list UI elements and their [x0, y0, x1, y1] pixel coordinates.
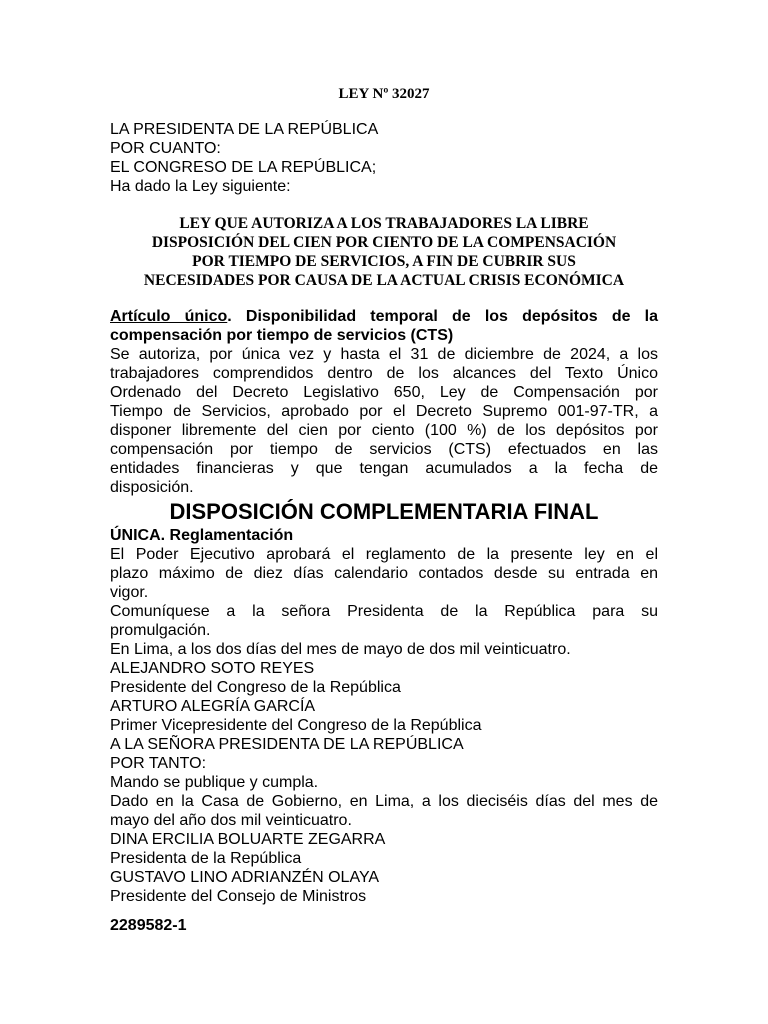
publication-order: Mando se publique y cumpla.: [110, 774, 319, 791]
law-title-line: DISPOSICIÓN DEL CIEN POR CIENTO DE LA COMPENSACIÓN: [151, 234, 617, 251]
law-title-line: POR TIEMPO DE SERVICIOS, A FIN DE CUBRIR SUS: [192, 253, 576, 270]
signatory-title: Primer Vicepresidente del Congreso de la República: [110, 717, 482, 734]
addressee: A LA SEÑORA PRESIDENTA DE LA REPÚBLICA: [110, 736, 464, 753]
complementary-heading: DISPOSICIÓN COMPLEMENTARIA FINAL: [169, 499, 599, 524]
article-text-line: Se autoriza, por única vez y hasta el 31 de diciembre de 2024, a los: [110, 346, 658, 363]
law-title: [110, 214, 658, 290]
document-code: 2289582-1: [110, 917, 187, 934]
signatory-title: Presidente del Congreso de la República: [110, 679, 401, 696]
complementary-text-line: plazo máximo de diez días calendario contados desde su entrada en: [110, 565, 658, 582]
preamble-line: EL CONGRESO DE LA REPÚBLICA;: [110, 159, 377, 176]
article-heading-line2: compensación por tiempo de servicios (CTS): [110, 327, 454, 344]
por-tanto: POR TANTO:: [110, 755, 207, 772]
article-text-line: Ordenado del Decreto Legislativo 650, Ley de Compensación por: [110, 384, 658, 401]
article-text-line: disposición.: [110, 479, 194, 496]
law-number: LEY Nº 32027: [338, 86, 430, 102]
article-text: [110, 345, 658, 497]
signatory-title: Presidente del Consejo de Ministros: [110, 888, 367, 905]
government-date: Dado en la Casa de Gobierno, en Lima, a los dieciséis días del mes de: [110, 793, 658, 810]
signatory-name: ARTURO ALEGRÍA GARCÍA: [110, 698, 316, 715]
article-text-line: compensación por tiempo de servicios (CTS) efectuados en las: [110, 441, 658, 458]
complementary-text-line: vigor.: [110, 584, 149, 601]
signatory-title: Presidenta de la República: [110, 850, 302, 867]
article-text-line: disponer libremente del cien por ciento (100 %) de los depósitos por: [110, 422, 658, 439]
complementary-text-line: El Poder Ejecutivo aprobará el reglamento de la presente ley en el: [110, 546, 658, 563]
preamble: [110, 120, 660, 196]
article-heading: [110, 307, 658, 326]
congress-date: En Lima, a los dos días del mes de mayo de dos mil veinticuatro.: [110, 641, 571, 658]
promulgation-text: Comuníquese a la señora Presidenta de la República para su: [110, 603, 658, 620]
law-title-line: LEY QUE AUTORIZA A LOS TRABAJADORES LA LIBRE: [179, 215, 589, 232]
signatory-name: ALEJANDRO SOTO REYES: [110, 660, 315, 677]
preamble-line: Ha dado la Ley siguiente:: [110, 178, 291, 195]
article-text-line: trabajadores comprendidos dentro de los alcances del Texto Único: [110, 365, 658, 382]
signatory-name: GUSTAVO LINO ADRIANZÉN OLAYA: [110, 869, 380, 886]
promulgation-text: promulgación.: [110, 622, 211, 639]
law-body: [110, 307, 658, 906]
signatory-name: DINA ERCILIA BOLUARTE ZEGARRA: [110, 831, 386, 848]
law-title-line: NECESIDADES POR CAUSA DE LA ACTUAL CRISIS ECONÓMICA: [143, 272, 625, 289]
preamble-line: POR CUANTO:: [110, 140, 221, 157]
article-label: Artículo único: [110, 308, 228, 325]
preamble-line: LA PRESIDENTA DE LA REPÚBLICA: [110, 121, 379, 138]
complementary-subheading: ÚNICA. Reglamentación: [110, 527, 294, 544]
article-text-line: entidades financieras y que tengan acumulados a la fecha de: [110, 460, 658, 477]
government-date: mayo del año dos mil veinticuatro.: [110, 812, 352, 829]
article-text-line: Tiempo de Servicios, aprobado por el Decreto Supremo 001-97-TR, a: [110, 403, 658, 420]
article-heading-text: . Disponibilidad temporal de los depósitos de la: [227, 308, 659, 325]
